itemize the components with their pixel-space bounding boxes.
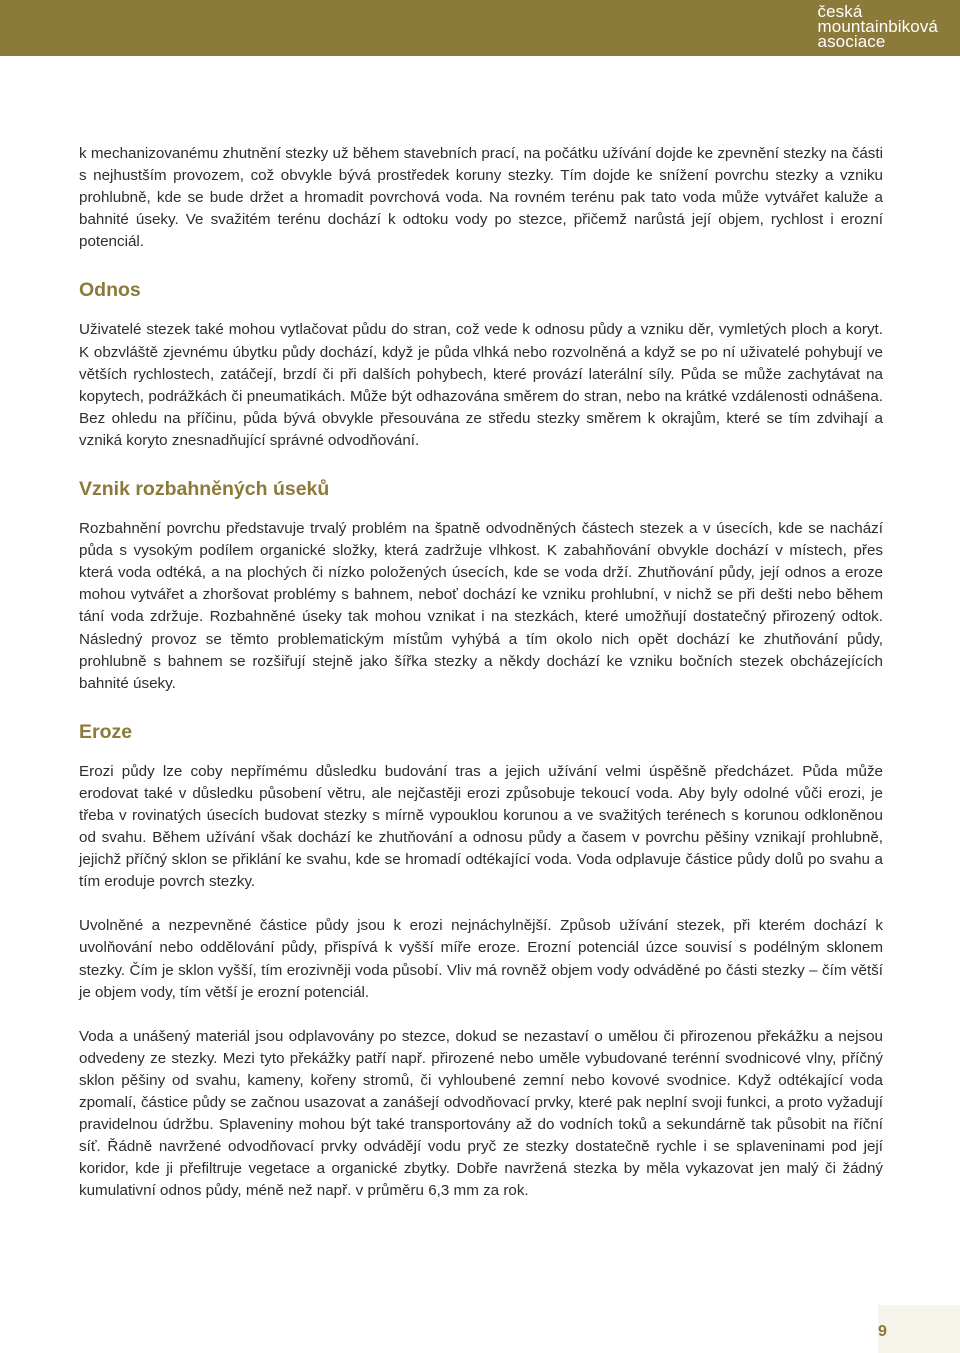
- logo-line-2: mountainbiková: [817, 17, 938, 36]
- rozbahneni-paragraph: Rozbahnění povrchu představuje trvalý problém na špatně odvodněných částech stezek a v úsecích, kde se nachází půda s vysokým podílem organické složky, která zadržuje vlhkost. K zabahňování obvykle dochází v místech, přes která voda odtéká, a na plochých či nízko položených úsecích, kde se voda drží. Zhutňování půdy, její odnos a eroze mohou vytvářet a zhoršovat problémy s bahnem, neboť dochází ke vzniku prohlubní, v nichž se při dešti nebo během tání voda zdržuje. Rozbahněné úseky tak mohou vznikat i na stezkách, které umožňují dostatečný přirozený odtok. Následný provoz se těmto problematickým místům vyhýbá a tím okolo nich opět dochází ke zhutňování půdy, prohlubně s bahnem se rozšiřují stejně jako šířka stezky a někdy dochází ke vzniku bočních stezek obcházejících bahnité úseky.: [79, 520, 883, 692]
- odnos-paragraph: Uživatelé stezek také mohou vytlačovat půdu do stran, což vede k odnosu půdy a vzniku děr, vymletých ploch a koryt. K obzvláště zjevnému úbytku půdy dochází, když je půda vlhká nebo rozvolněná a když se po ní uživatelé pohybují ve větších rychlostech, zatáčejí, brzdí či při dalších pohybech, které provází laterální síly. Půda se může zachytávat na kopytech, podrážkách či pneumatikách. Může být odhazována směrem do stran, nebo na krátké vzdálenosti odnášena. Bez ohledu na příčinu, půda bývá obvykle přesouvána ze středu stezky směrem k okrajům, které se tím zdvihají a vzniká koryto znesnadňující správné odvodňování.: [79, 321, 883, 449]
- eroze-paragraph-1: Erozi půdy lze coby nepřímému důsledku budování tras a jejich užívání velmi úspěšně předcházet. Půda může erodovat také v důsledku působení větru, ale nejčastěji erozi způsobuje tekoucí voda. Aby byly odolné vůči erozi, je třeba v rovinatých úsecích budovat stezky s mírně vypouklou korunou a ve svažitých terénech s korunou odkloněnou od svahu. Během užívání však dochází ke zhutňování a odnosu půdy a časem v povrchu pěšiny vznikají prohlubně, jejichž příčný sklon se přiklání ke svahu, kde se hromadí odtékající voda. Voda odplavuje částice půdy dolů po svahu a tím eroduje povrch stezky.: [79, 762, 883, 891]
- heading-rozbahneni: Vznik rozbahněných úseků: [79, 478, 330, 501]
- intro-paragraph: k mechanizovanému zhutnění stezky už během stavebních prací, na počátku užívání dojde ke zpevnění stezky na části s nejhustším provozem, což obvykle bývá prostředek koruny stezky. Tím dojde ke snížení povrchu stezky a vzniku prohlubně, kde se bude držet a hromadit povrchová voda. Na rovném terénu pak tato voda může vytvářet kaluže a bahnité úseky. Ve svažitém terénu dochází k odtoku vody po stezce, přičemž narůstá její objem, rychlost i erozní potenciál.: [79, 145, 883, 251]
- heading-odnos: Odnos: [79, 279, 141, 302]
- page-corner-decoration: [878, 1305, 960, 1353]
- logo-line-1: česká: [817, 2, 863, 21]
- organization-logo[interactable]: [818, 4, 938, 49]
- heading-eroze: Eroze: [79, 720, 133, 743]
- logo-line-3: asociace: [817, 32, 886, 51]
- eroze-paragraph-3: Voda a unášený materiál jsou odplavovány po stezce, dokud se nezastaví o umělou či přirozenou překážku a nejsou odvedeny ze stezky. Mezi tyto překážky patří např. přirozené nebo uměle vybudované terénní svodnicové vlny, příčný sklon pěšiny od svahu, kameny, kořeny stromů, či vyhloubené zemní nebo kovové svodnice. Když odtékající voda zpomalí, částice půdy se začnou usazovat a zanášejí odvodňovací prvky, které pak neplní svoji funkci, a proto vyžadují pravidelnou údržbu. Splaveniny mohou být také transportovány až do vodních toků a sekundárně tak působit na říční síť. Řádně navržené odvodňovací prvky odvádějí vodu pryč ze stezky dostatečně rychle i se splaveninami pod její koridor, kde ji přefiltruje vegetace a organické zbytky. Dobře navržená stezka by měla vykazovat jen malý či žádný kumulativní odnos půdy, méně než např. v průměru 6,3 mm za rok.: [79, 1027, 883, 1200]
- eroze-paragraph-2: Uvolněné a nezpevněné částice půdy jsou k erozi nejnáchylnější. Způsob užívání stezek, při kterém dochází k uvolňování nebo oddělování půdy, přispívá k vyšší míře eroze. Erozní potenciál úzce souvisí s podélným sklonem stezky. Čím je sklon vyšší, tím erozivněji voda působí. Vliv má rovněž objem vody odváděné po části stezky – čím větší je objem vody, tím větší je erozní potenciál.: [79, 917, 883, 1001]
- header-bar: [0, 0, 960, 56]
- main-content: [79, 143, 883, 1202]
- page-number: 9: [878, 1323, 887, 1340]
